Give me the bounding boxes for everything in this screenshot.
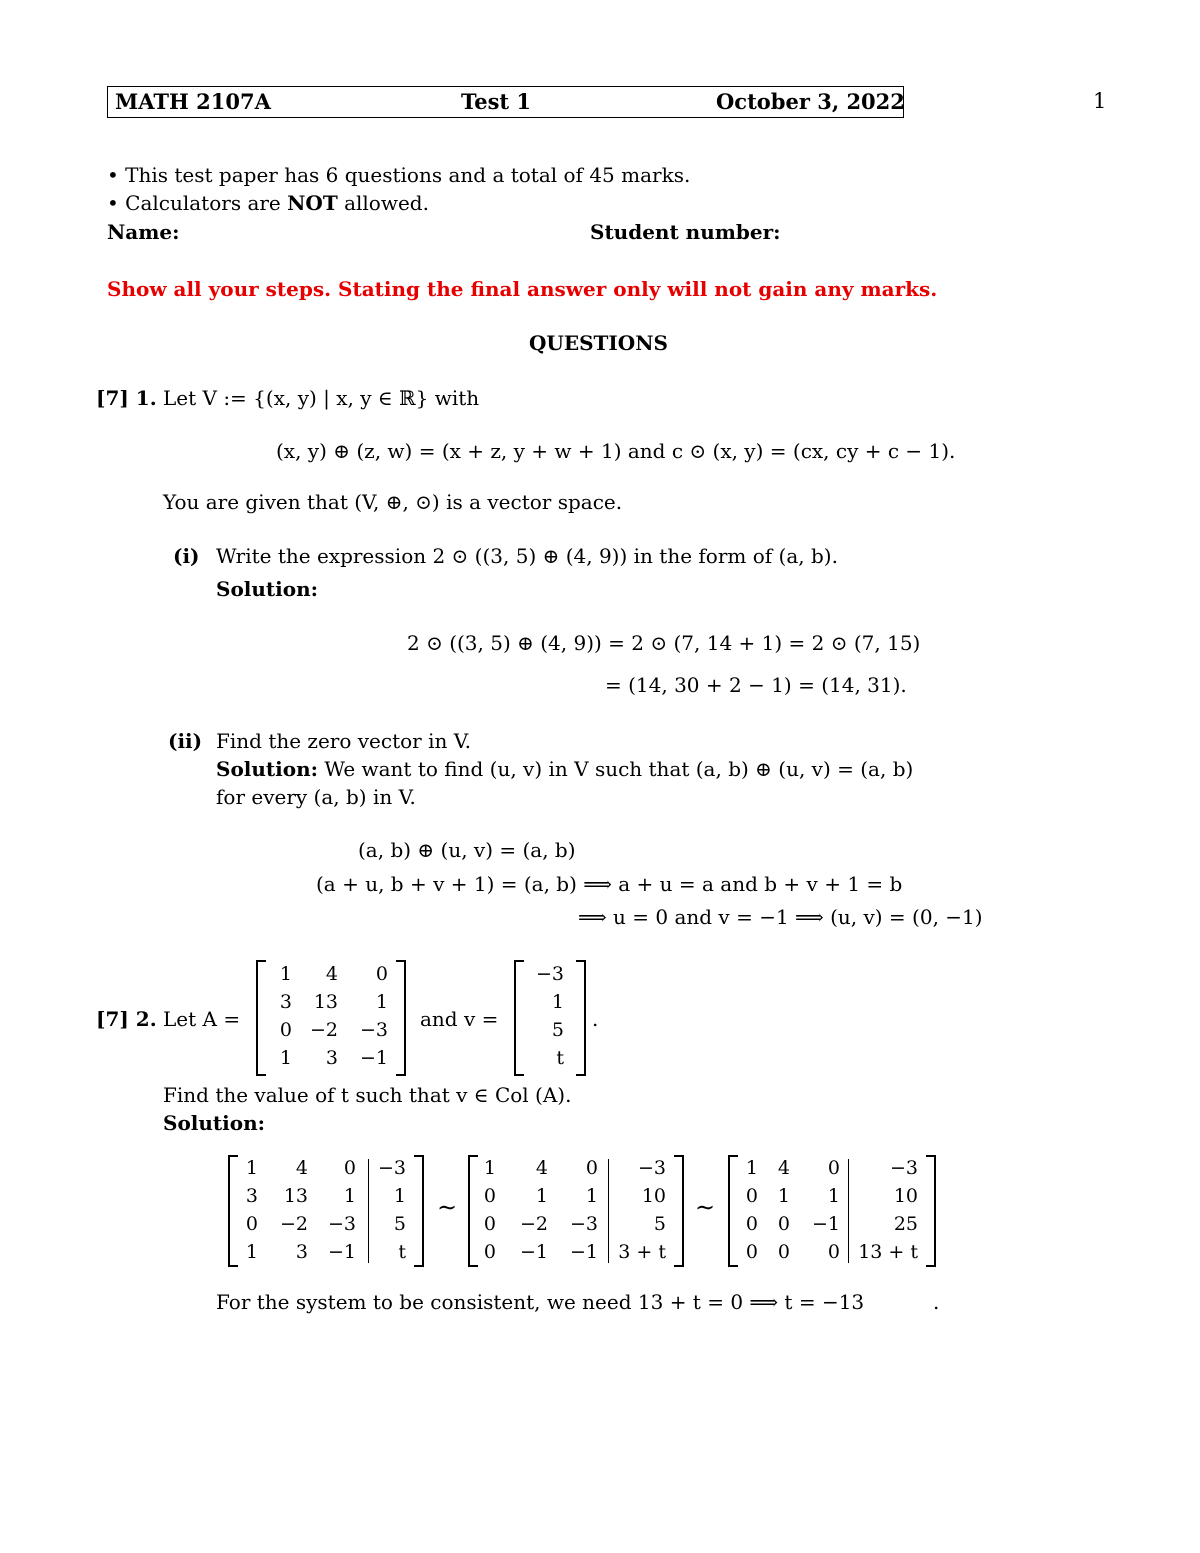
matrix-cell: 1: [745, 1157, 758, 1179]
course-code: MATH 2107A: [115, 89, 271, 114]
matrix-cell: 0: [585, 1157, 598, 1179]
instruction-bullet-2: [107, 191, 429, 215]
q2-marks: [7] 2.: [96, 1007, 157, 1031]
matrix-cell: 4: [295, 1157, 308, 1179]
matrix-cell: −1: [359, 1047, 388, 1069]
matrix-cell: 5: [551, 1019, 564, 1041]
matrix-cell: −1: [519, 1241, 548, 1263]
instruction-bullet-1: • This test paper has 6 questions and a total of 45 marks.: [107, 163, 691, 187]
matrix-cell: 1: [777, 1185, 790, 1207]
matrix-cell: 1: [483, 1157, 496, 1179]
q1-part-i-label: (i): [173, 544, 200, 568]
augmented-divider: [368, 1159, 369, 1263]
q2-let: Let A =: [163, 1007, 241, 1031]
matrix-cell: 1: [551, 991, 564, 1013]
augmented-matrix-3: [728, 1155, 936, 1267]
row-equivalent-sign-2: ∼: [695, 1193, 716, 1221]
matrix-cell: 0: [827, 1241, 840, 1263]
bullet-2-bold: NOT: [287, 191, 338, 215]
right-bracket: [926, 1155, 936, 1267]
matrix-cell: −1: [811, 1213, 840, 1235]
left-bracket: [228, 1155, 238, 1267]
bullet-2-pre: • Calculators are: [107, 191, 288, 215]
matrix-cell: −3: [359, 1019, 388, 1041]
matrix-cell: −3: [535, 963, 564, 985]
q1-part-ii-line2: (a + u, b + v + 1) = (a, b) ⟹ a + u = a and b + v + 1 = b: [316, 872, 903, 896]
warning-text: Show all your steps. Stating the final answer only will not gain any marks.: [107, 277, 938, 301]
matrix-cell: 1: [245, 1241, 258, 1263]
matrix-cell: 0: [245, 1213, 258, 1235]
matrix-cell: 0: [745, 1185, 758, 1207]
matrix-cell: 5: [653, 1213, 666, 1235]
matrix-cell: 0: [777, 1241, 790, 1263]
matrix-cell: 3: [279, 991, 292, 1013]
left-bracket: [728, 1155, 738, 1267]
matrix-cell: 4: [535, 1157, 548, 1179]
matrix-cell: 13: [283, 1185, 308, 1207]
q1-statement: Let V := {(x, y) | x, y ∈ ℝ} with: [163, 386, 480, 410]
q1-marks: [7] 1.: [96, 386, 157, 410]
matrix-cell: 0: [745, 1241, 758, 1263]
matrix-cell: 3: [295, 1241, 308, 1263]
right-bracket: [396, 960, 406, 1076]
matrix-cell: 1: [535, 1185, 548, 1207]
q2-conclusion: For the system to be consistent, we need 13 + t = 0 ⟹ t = −13: [216, 1290, 865, 1314]
matrix-cell: 10: [893, 1185, 918, 1207]
matrix-cell: 1: [245, 1157, 258, 1179]
matrix-cell: 13 + t: [858, 1241, 918, 1263]
q1-part-i-line1: 2 ⊙ ((3, 5) ⊕ (4, 9)) = 2 ⊙ (7, 14 + 1) = 2 ⊙ (7, 15): [407, 631, 921, 655]
matrix-cell: 1: [375, 991, 388, 1013]
matrix-cell: 1: [585, 1185, 598, 1207]
q1-part-ii-line1: (a, b) ⊕ (u, v) = (a, b): [358, 838, 576, 862]
matrix-cell: 3: [325, 1047, 338, 1069]
q1-part-i-solution-label: Solution:: [216, 577, 319, 601]
matrix-cell: 0: [827, 1157, 840, 1179]
matrix-cell: −3: [327, 1213, 356, 1235]
left-bracket: [514, 960, 524, 1076]
matrix-cell: −3: [377, 1157, 406, 1179]
matrix-cell: 0: [483, 1185, 496, 1207]
q2-task: Find the value of t such that v ∈ Col (A).: [163, 1083, 572, 1107]
matrix-cell: −1: [327, 1241, 356, 1263]
student-number-label: Student number:: [590, 220, 781, 244]
bullet-2-post: allowed.: [337, 191, 429, 215]
page-number: 1: [1093, 89, 1107, 113]
q2-period: .: [592, 1007, 599, 1031]
right-bracket: [414, 1155, 424, 1267]
matrix-cell: t: [556, 1047, 564, 1069]
q1-part-ii-text: Find the zero vector in V.: [216, 729, 472, 753]
augmented-matrix-1: [228, 1155, 424, 1267]
q2-conclusion-end: .: [933, 1290, 940, 1314]
matrix-cell: −3: [569, 1213, 598, 1235]
matrix-cell: 13: [313, 991, 338, 1013]
q1-part-ii-solution-text: We want to find (u, v) in V such that (a, b) ⊕ (u, v) = (a, b): [324, 757, 914, 781]
matrix-cell: 5: [393, 1213, 406, 1235]
matrix-cell: 4: [777, 1157, 790, 1179]
test-title: Test 1: [461, 89, 532, 114]
matrix-cell: 1: [279, 1047, 292, 1069]
matrix-cell: 0: [483, 1213, 496, 1235]
matrix-cell: −1: [569, 1241, 598, 1263]
augmented-matrix-2: [468, 1155, 684, 1267]
name-label: Name:: [107, 220, 180, 244]
augmented-divider: [848, 1159, 849, 1263]
q1-given: You are given that (V, ⊕, ⊙) is a vector space.: [163, 490, 623, 514]
row-equivalent-sign-1: ∼: [437, 1193, 458, 1221]
left-bracket: [468, 1155, 478, 1267]
questions-heading: QUESTIONS: [529, 331, 668, 355]
q1-part-ii-line3: ⟹ u = 0 and v = −1 ⟹ (u, v) = (0, −1): [578, 905, 983, 929]
matrix-cell: −3: [637, 1157, 666, 1179]
matrix-cell: −2: [519, 1213, 548, 1235]
q1-part-i-line2: = (14, 30 + 2 − 1) = (14, 31).: [605, 673, 907, 697]
matrix-cell: t: [398, 1241, 406, 1263]
matrix-A: [256, 960, 406, 1076]
augmented-divider: [608, 1159, 609, 1263]
matrix-cell: 25: [893, 1213, 918, 1235]
matrix-cell: 1: [343, 1185, 356, 1207]
matrix-cell: 0: [777, 1213, 790, 1235]
q1-operations: (x, y) ⊕ (z, w) = (x + z, y + w + 1) and c ⊙ (x, y) = (cx, cy + c − 1).: [276, 439, 956, 463]
matrix-cell: 10: [641, 1185, 666, 1207]
matrix-cell: 0: [745, 1213, 758, 1235]
right-bracket: [576, 960, 586, 1076]
q1-part-ii-solution-text2: for every (a, b) in V.: [216, 785, 416, 809]
matrix-cell: 3 + t: [618, 1241, 666, 1263]
matrix-cell: 0: [375, 963, 388, 985]
test-date: October 3, 2022: [716, 89, 905, 114]
matrix-cell: 0: [483, 1241, 496, 1263]
matrix-cell: 1: [393, 1185, 406, 1207]
q1-part-ii-solution: [216, 757, 913, 781]
matrix-cell: −3: [889, 1157, 918, 1179]
q1-part-ii-solution-label: Solution:: [216, 757, 319, 781]
matrix-cell: −2: [279, 1213, 308, 1235]
matrix-cell: 1: [279, 963, 292, 985]
q1-part-ii-label: (ii): [168, 729, 203, 753]
q2-solution-label: Solution:: [163, 1111, 266, 1135]
matrix-cell: 0: [279, 1019, 292, 1041]
matrix-cell: 3: [245, 1185, 258, 1207]
right-bracket: [674, 1155, 684, 1267]
matrix-cell: 1: [827, 1185, 840, 1207]
matrix-cell: 4: [325, 963, 338, 985]
left-bracket: [256, 960, 266, 1076]
q1-part-i-text: Write the expression 2 ⊙ ((3, 5) ⊕ (4, 9)) in the form of (a, b).: [216, 544, 838, 568]
q2-and-v: and v =: [420, 1007, 499, 1031]
matrix-cell: 0: [343, 1157, 356, 1179]
vector-v: [514, 960, 586, 1076]
matrix-cell: −2: [309, 1019, 338, 1041]
